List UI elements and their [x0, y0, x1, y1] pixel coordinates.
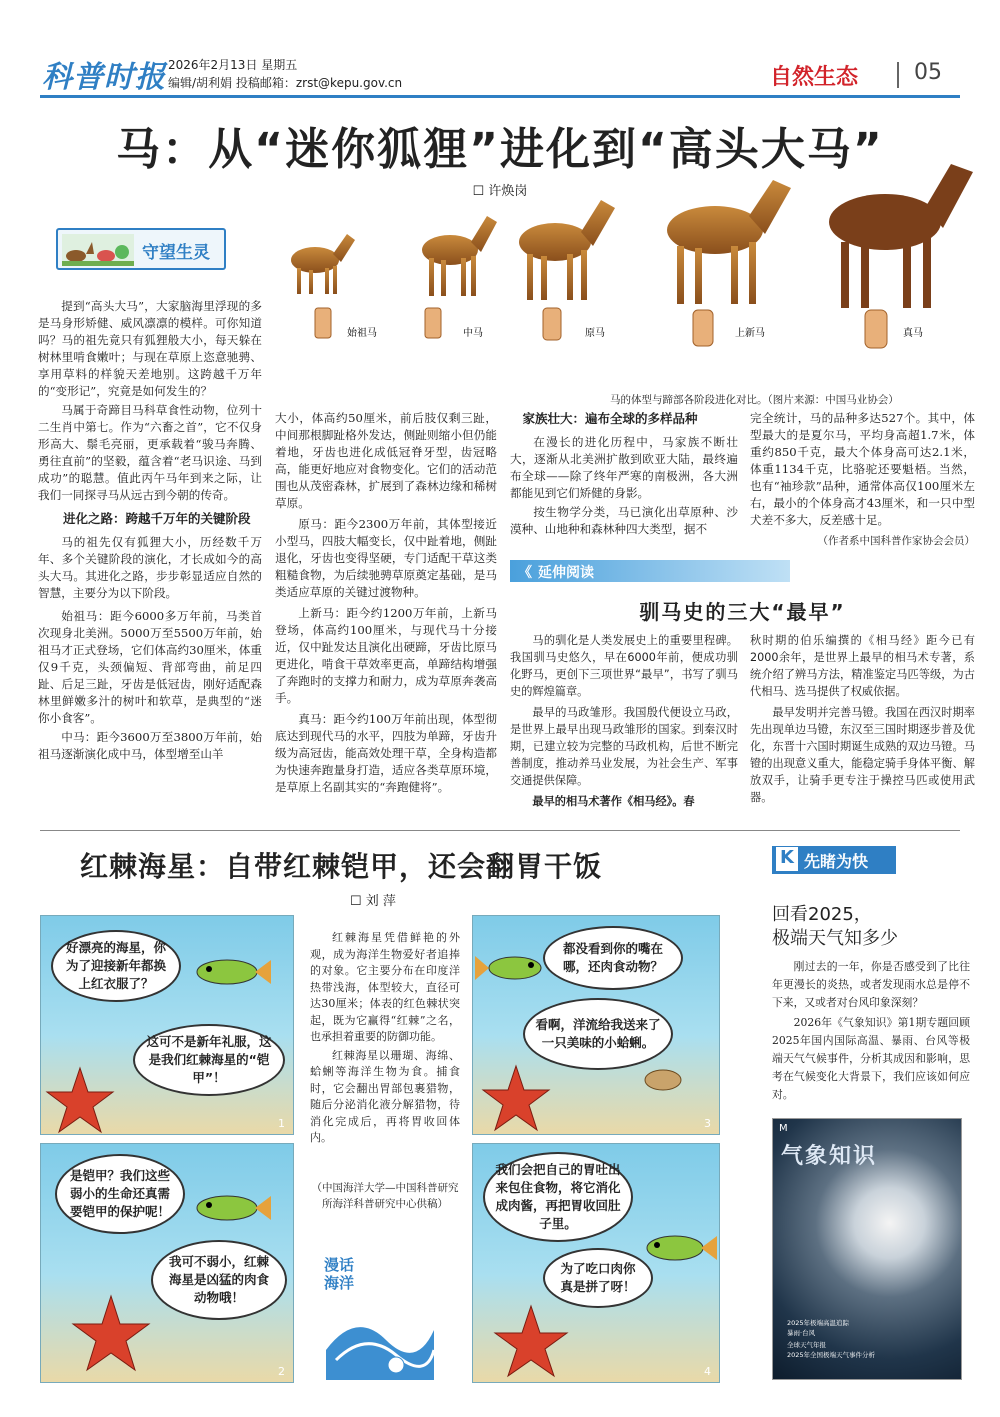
magazine-line: 2025年全国极端天气事件分析	[787, 1351, 876, 1359]
comic-panel-4	[472, 1143, 720, 1383]
extended-column-b	[750, 632, 975, 806]
paragraph: 最早的马政雏形。我国殷代便设立马政，是世界上最早出现马政雏形的国家。到秦汉时期，已建立较为完整的马政机构，后世不断完善制度，推动养马业发展，为社会生产、军事交通提供保障。	[510, 706, 738, 787]
header-rule	[40, 95, 960, 98]
horse-label-merychippus: 原马	[585, 328, 605, 339]
panel-number: 4	[704, 1365, 711, 1378]
page-number: 05	[914, 60, 942, 85]
article-column-1	[38, 298, 262, 763]
horse-label-equus: 真马	[903, 328, 923, 339]
extended-reading-label: 延伸阅读	[538, 565, 594, 581]
paragraph: 马属于奇蹄目马科草食性动物，位列十二生肖中第七。作为“六畜之首”，它不仅身形高大、鬃毛亮丽，更承载着“骏马奔腾、勇往直前”的坚毅，蕴含着“老马识途、马到成功”的聪慧。值此丙午马年到来之际，让我们一同探寻马从远古到今朝的传奇。	[38, 403, 262, 502]
speech-bubble: 是铠甲？我们这些弱小的生命还真需要铠甲的保护呢！	[55, 1154, 185, 1234]
article-title: 马：从“迷你狐狸”进化到“高头大马”	[116, 124, 884, 175]
article-column-4	[750, 410, 975, 550]
panel-number: 1	[278, 1117, 285, 1130]
figure-caption: 马的体型与蹄部各阶段进化对比。（图片来源：中国马业协会）	[610, 394, 899, 406]
sidebar-tag-label: 先睹为快	[804, 852, 869, 871]
speech-bubble: 这可不是新年礼服，这是我们红棘海星的“铠甲”！	[133, 1024, 285, 1096]
sidebar-title: 极端天气知多少	[772, 928, 898, 949]
masthead-logo: 科普时报	[42, 60, 166, 95]
panel-number: 3	[704, 1117, 711, 1130]
eohippus-illustration	[291, 234, 355, 294]
sidebar-title: 回看2025，	[772, 904, 872, 925]
extended-title: 驯马史的三大“最早”	[639, 600, 846, 624]
paragraph: 在漫长的进化历程中，马家族不断壮大，逐渐从北美洲扩散到欧亚大陆，最终遍布全球——除了终年严寒的南极洲，各大洲都能见到它们矫健的身影。	[510, 435, 738, 500]
horse-label-pliohippus: 上新马	[735, 328, 765, 339]
subheading: 家族壮大：遍布全球的多样品种	[522, 411, 698, 426]
fish-icon	[191, 952, 271, 992]
speech-bubble: 我可不弱小，红棘海星是凶猛的肉食动物哦！	[151, 1240, 287, 1320]
fish-icon	[191, 1188, 271, 1228]
series-logo-text: 漫话海洋	[324, 1256, 355, 1292]
fish-icon	[475, 950, 545, 986]
sidebar-text	[772, 958, 970, 1104]
merychippus-illustration	[519, 200, 615, 300]
paragraph: 最早发明并完善马镫。我国在西汉时期率先出现单边马镫，东汉至三国时期逐步普及优化，东晋十六国时期诞生成熟的双边马镫。马镫的出现意义重大，能稳定骑手身体平衡、解放双手，让骑手更专注于操控马匹或使用武器。	[750, 706, 975, 804]
horse-label-eohippus: 始祖马	[347, 328, 377, 339]
paragraph: 始祖马：距今6000多万年前，马类首次现身北美洲。5000万至5500万年前，始祖马才正式登场，它们体高约30厘米，体重仅9千克，头颈偏短、背部弯曲，前足四趾、后足三趾，牙齿是低冠齿，刚好适配森林里鲜嫩多汁的树叶和软草，是典型的“迷你小食客”。	[38, 609, 262, 725]
pliohippus-illustration	[667, 180, 791, 304]
extended-column-a	[510, 632, 738, 810]
article-author: ☐ 许焕岗	[472, 184, 528, 199]
paragraph: 马的祖先仅有狐狸大小，历经数千万年、多个关键阶段的演化，才长成如今的高头大马。其进化之路，步步彰显适应自然的智慧，主要分为以下阶段。	[38, 535, 262, 600]
horse-evolution-figure	[275, 150, 980, 400]
paragraph: 红棘海星以珊瑚、海绵、蛤蜊等海洋生物为食。捕食时，它会翻出胃部包裹猎物，随后分泌消化液分解猎物，待消化完成后，再将胃收回体内。	[310, 1048, 460, 1144]
section-name: 自然生态	[770, 65, 859, 90]
header-divider	[897, 62, 899, 88]
magazine-line: 全球天气年报	[787, 1341, 826, 1349]
subheading: 进化之路：跨越千万年的关键阶段	[63, 511, 251, 526]
sidebar-tag	[772, 846, 896, 874]
column-tag	[56, 228, 226, 270]
author-credit: （作者系中国科普作家协会会员）	[817, 535, 975, 547]
article-column-3	[510, 410, 738, 538]
article-author-starfish: ☐ 刘 萍	[350, 894, 396, 909]
horse-label-mesohippus: 中马	[463, 328, 483, 339]
paragraph: 最早的相马术著作《相马经》。春	[532, 795, 695, 808]
column-tag-label: 守望生灵	[142, 243, 210, 263]
paragraph: 红棘海星凭借鲜艳的外观，成为海洋生物爱好者追捧的对象。它主要分布在印度洋热带浅海，体型较大，直径可达30厘米；体表的红色棘状突起，既为它赢得“红棘”之名，也承担着重要的防御功能。	[310, 931, 460, 1043]
magazine-line: 暴雨·台风	[787, 1329, 816, 1337]
panel-number: 2	[278, 1365, 285, 1378]
paragraph: 按生物学分类，马已演化出草原种、沙漠种、山地种和森林种四大类型，据不	[510, 505, 738, 536]
article-column-2	[275, 410, 497, 796]
chevron-icon: 《	[518, 565, 532, 581]
speech-bubble: 我们会把自己的胃吐出来包住食物，将它消化成肉酱，再把胃收回肚子里。	[483, 1152, 633, 1242]
comic-panel-3	[472, 915, 720, 1135]
editor-info: 编辑/胡利娟 投稿邮箱：zrst@kepu.gov.cn	[168, 76, 403, 90]
comic-panel-2	[40, 1143, 294, 1383]
mesohippus-illustration	[422, 216, 497, 296]
clam-icon	[643, 1066, 683, 1092]
starfish-article-text	[310, 930, 460, 1147]
paragraph: 真马：距今约100万年前出现，体型彻底达到现代马的水平，四肢为单蹄，牙齿升级为高冠齿，能高效处理干草，全身构造都为快速奔跑量身打造，适应各类草原环境，是草原上名副其实的“奔跑健将”。	[275, 712, 497, 794]
fish-icon	[641, 1228, 717, 1268]
paragraph: 原马：距今2300万年前，其体型接近小型马，四肢大幅变长，仅中趾着地，侧趾退化，牙齿也变得坚硬，专门适配干草这类粗糙食物，为后续驰骋草原奠定基础，是马类适应草原的关键过渡物种。	[275, 517, 497, 599]
series-logo	[316, 1250, 436, 1380]
paragraph: 上新马：距今约1200万年前，上新马登场，体高约100厘米，与现代马十分接近，仅中趾发达且演化出硬蹄，牙齿比原马更进化，啃食干草效率更高，单蹄结构增强了奔跑时的支撑力和耐力，成为草原奔袭高手。	[275, 606, 497, 705]
starfish-icon	[71, 1294, 151, 1374]
paragraph: 完全统计，马的品种多达527个。其中，体型最大的是夏尔马，平均身高超1.7米，体重约850千克，最大个体身高可达2.1米，体重1134千克，比骆驼还要魁梧。当然，也有“袖珍款”品种，通常体高仅100厘米左右，最小的个体身高才43厘米，和一只中型犬差不多大，反差感十足。	[750, 411, 975, 527]
speech-bubble: 为了吃口肉你真是拼了呀！	[543, 1248, 653, 1308]
starfish-icon	[493, 1304, 569, 1380]
magazine-letter: M	[779, 1123, 788, 1134]
paragraph: 大小，体高约50厘米，前后肢仅剩三趾，中间那根脚趾格外发达，侧趾则缩小但仍能着地，牙齿也进化成低冠脊牙型，齿冠略高，能更好地应对食物变化。它们的活动范围也从茂密森林，扩展到了森林边缘和稀树草原。	[275, 411, 497, 510]
paragraph: 2026年《气象知识》第1期专题回顾2025年国内国际高温、暴雨、台风等极端天气气候事件，分析其成因和影响，思考在气候变化大背景下，我们应该如何应对。	[772, 1016, 970, 1101]
issue-date: 2026年2月13日 星期五	[168, 58, 298, 72]
magazine-title: 气象知识	[781, 1144, 878, 1169]
magazine-line: 2025年极端高温追踪	[787, 1319, 850, 1327]
paragraph: 中马：距今3600万至3800万年前，始祖马逐渐演化成中马，体型增至山羊	[38, 730, 262, 761]
magazine-cover	[772, 1118, 962, 1380]
starfish-credit: （中国海洋大学—中国科普研究所海洋科普研究中心供稿）	[311, 1182, 459, 1210]
extended-reading-banner	[510, 560, 790, 582]
paragraph: 马的驯化是人类发展史上的重要里程碑。我国驯马史悠久，早在6000年前，便成功驯化野马，更创下三项世界“最早”，书写了驯马史的辉煌篇章。	[510, 634, 738, 698]
starfish-icon	[481, 1064, 551, 1134]
paragraph: 秋时期的伯乐编撰的《相马经》距今已有2000余年，是世界上最早的相马术专著，系统介绍了辨马方法，精准鉴定马匹等级，为古代相马、选马提供了权威依据。	[750, 634, 975, 698]
speech-bubble: 看啊，洋流给我送来了一只美味的小蛤蜊。	[523, 998, 673, 1070]
speech-bubble: 都没看到你的嘴在哪，还肉食动物？	[543, 926, 683, 990]
starfish-icon	[45, 1066, 115, 1135]
comic-panel-1	[40, 915, 294, 1135]
k-logo-icon: K	[776, 847, 798, 871]
section-divider	[40, 830, 960, 831]
animals-illustration-icon	[62, 234, 134, 266]
speech-bubble: 好漂亮的海星，你为了迎接新年都换上红衣服了？	[51, 930, 181, 1002]
equus-illustration	[829, 164, 973, 308]
paragraph: 刚过去的一年，你是否感受到了比往年更漫长的炎热，或者发现雨水总是停不下来，又或者对台风印象深刻？	[772, 960, 970, 1009]
paragraph: 提到“高头大马”，大家脑海里浮现的多是马身形矫健、威风凛凛的模样。可你知道吗？马的祖先竟只有狐狸般大小，每天躲在树林里啃食嫩叶；与现在草原上恣意驰骋、享用草料的样貌天差地别。这跨越千万年的“变形记”，究竟是如何发生的？	[38, 299, 262, 398]
article-title-starfish: 红棘海星：自带红棘铠甲，还会翻胃干饭	[80, 850, 603, 883]
